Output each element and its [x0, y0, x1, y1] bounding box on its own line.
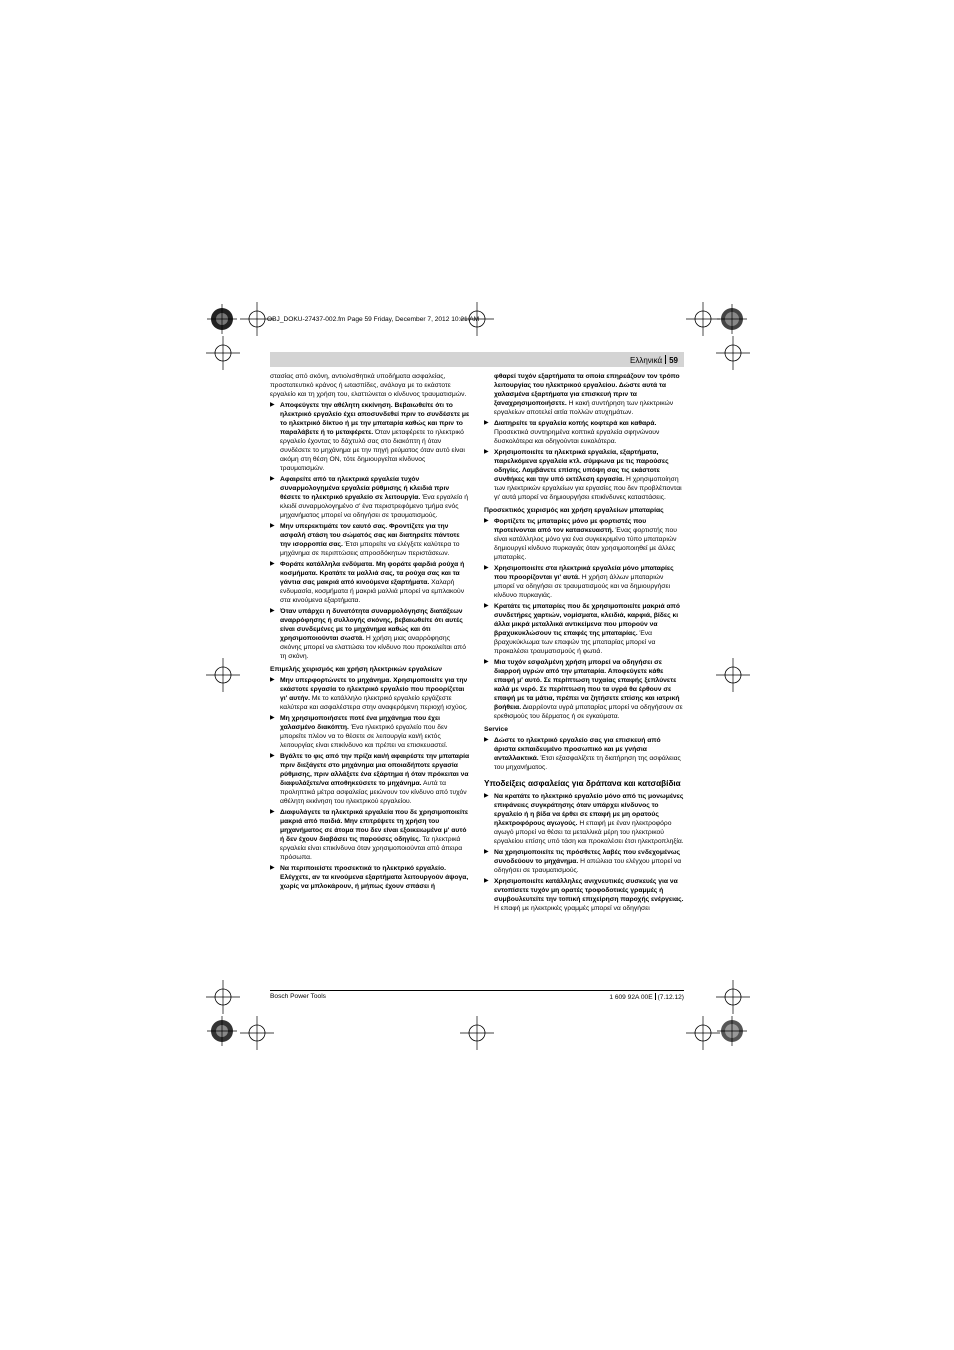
- section-heading: Επιμελής χειρισμός και χρήση ηλεκτρικών εργαλείων: [270, 666, 443, 673]
- bullet-bold-text: Χρησιμοποιείτε τα ηλεκτρικά εργαλεία, εξαρτήματα, παρελκόμενα εργαλεία κτλ. σύμφωνα με τις παρούσες οδηγίες. Λαμβάνετε επίσης υπόψη σας τις εκάστοτε συνθήκες και την υπό εκτέλεση εργασία.: [494, 449, 669, 483]
- bullet-arrow-icon: ▶: [484, 793, 489, 799]
- bullet-text: Η κακή συντήρηση των ηλεκτρικών εργαλείων αποτελεί αιτία πολλών ατυχημάτων.: [494, 400, 674, 416]
- bullet-bold-text: Φοράτε κατάλληλα ενδύματα. Μη φοράτε φαρδιά ρούχα ή κοσμήματα. Κρατάτε τα μαλλιά σας, τα ρούχα σας και τα γάντια σας μακριά από κινούμενα εξαρτήματα.: [280, 561, 465, 586]
- bullet-item: [484, 877, 684, 913]
- bullet-bold-text: Αποφεύγετε την αθέλητη εκκίνηση. Βεβαιωθείτε ότι το ηλεκτρικό εργαλείο έχει αποσυνδεθεί πριν το συνδέσετε με το ηλεκτρικό δίκτυο ή με την μπαταρία καθώς και πριν το παραλάβετε ή το μεταφέρετε.: [280, 402, 470, 436]
- bullet-arrow-icon: ▶: [484, 659, 489, 665]
- bullet-arrow-icon: ▶: [270, 523, 275, 529]
- bullet-arrow-icon: ▶: [484, 878, 489, 884]
- bullet-item: [484, 602, 684, 656]
- bullet-bold-text: Να περιποιείστε προσεκτικά το ηλεκτρικό εργαλείο. Ελέγχετε, αν τα κινούμενα εξαρτήματα λειτουργούν άψογα, χωρίς να μπλοκάρουν, ή μήπως έχουν σπάσει ή: [280, 865, 469, 890]
- bullet-bold-text: Όταν υπάρχει η δυνατότητα συναρμολόγησης διατάξεων αναρρόφησης ή συλλογής σκόνης, βεβαιωθείτε ότι αυτές είναι συνδεμένες με το μηχάνημα καθώς και ότι χρησιμοποιούνται σωστά.: [280, 608, 463, 642]
- bullet-text: Η χρησιμοποίηση των ηλεκτρικών εργαλείων για εργασίες που δεν προβλέπονται γι' αυτά μπορεί να δημιουργήσει επικίνδυνες καταστάσεις.: [494, 476, 682, 501]
- footer-separator: [655, 993, 656, 1000]
- crosshair-icon: [240, 1016, 274, 1050]
- bullet-bold-text: Μη χρησιμοποιήσετε ποτέ ένα μηχάνημα που έχει χαλασμένο διακόπτη.: [280, 715, 441, 731]
- bullet-arrow-icon: ▶: [270, 402, 275, 408]
- footer-brand: Bosch Power Tools: [270, 993, 326, 1000]
- bullet-item: [484, 372, 684, 417]
- crosshair-icon: [686, 302, 720, 336]
- bullet-arrow-icon: ▶: [484, 849, 489, 855]
- bullet-item: [484, 658, 684, 721]
- bullet-text: Διαρρέοντα υγρά μπαταρίας μπορεί να οδηγήσουν σε ερεθισμούς του δέρματος ή σε εγκαύματα.: [494, 704, 683, 720]
- bullet-item: [484, 517, 684, 562]
- bullet-item: [484, 448, 684, 502]
- bullet-text: Ένα ηλεκτρικό εργαλείο που δεν μπορείτε πλέον να το θέσετε σε λειτουργία και/ή εκτός λειτουργίας είναι επικίνδυνο και πρέπει να επισκευαστεί.: [280, 724, 448, 749]
- crosshair-icon: [206, 658, 240, 692]
- crosshair-icon: [686, 1016, 720, 1050]
- bullet-item: [270, 864, 470, 891]
- language-label: Ελληνικά: [630, 356, 663, 365]
- bullet-item: [484, 419, 684, 446]
- crosshair-icon: [240, 302, 274, 336]
- right-column: [484, 372, 684, 915]
- bullet-item: [270, 560, 470, 605]
- bullet-text: Αυτά τα προληπτικά μέτρα ασφαλείας μειώνουν τον κίνδυνο από τυχόν αθέλητη εκκίνηση του ηλεκτρικού εργαλείου.: [280, 780, 467, 805]
- bullet-text: Η απώλεια του ελέγχου μπορεί να οδηγήσει σε τραυματισμούς.: [494, 858, 682, 874]
- bullet-bold-text: Διατηρείτε τα εργαλεία κοπής κοφτερά και καθαρά.: [494, 420, 657, 427]
- bullet-text: Χαλαρή ενδυμασία, κοσμήματα ή μακριά μαλλιά μπορεί να εμπλακούν στα κινούμενα εξαρτήματα.: [280, 579, 465, 604]
- crosshair-icon: [206, 980, 240, 1014]
- bullet-arrow-icon: ▶: [270, 809, 275, 815]
- bullet-arrow-icon: ▶: [484, 420, 489, 426]
- bullet-arrow-icon: ▶: [484, 603, 489, 609]
- registration-mark-icon: [207, 1016, 237, 1046]
- bullet-item: [270, 401, 470, 473]
- bullet-item: [270, 522, 470, 558]
- crosshair-icon: [716, 980, 750, 1014]
- bullet-arrow-icon: ▶: [270, 476, 275, 482]
- bullet-text: Έτσι μπορείτε να ελέγξετε καλύτερα το μηχάνημα σε περιπτώσεις απροσδόκητων περιστάσεων.: [280, 541, 460, 557]
- bullet-bold-text: Μην υπερφορτώνετε το μηχάνημα. Χρησιμοποιείτε για την εκάστοτε εργασία το ηλεκτρικό εργαλείο που προορίζεται γι' αυτήν.: [280, 677, 468, 702]
- bullet-arrow-icon: ▶: [484, 565, 489, 571]
- bullet-text: Προσεκτικά συντηρημένα κοπτικά εργαλεία σφηνώνουν δυσκολότερα και οδηγούνται ευκολότερα.: [494, 429, 660, 445]
- left-column: [270, 372, 470, 893]
- bullet-arrow-icon: ▶: [270, 561, 275, 567]
- doc-number: 1 609 92A 00E: [609, 994, 653, 1001]
- bullet-text: Με το κατάλληλο ηλεκτρικό εργαλείο εργάζεστε καλύτερα και ασφαλέστερα στην αναφερόμενη περιοχή ισχύος.: [280, 695, 468, 711]
- bullet-item: [270, 808, 470, 862]
- footer-rule: [270, 990, 684, 991]
- bullet-text: Ένας φορτιστής που είναι κατάλληλος μόνο για ένα συγκεκριμένο τύπο μπαταριών δημιουργεί κίνδυνο πυρκαγιάς όταν χρησιμοποιηθεί με άλλες μπαταρίες.: [494, 527, 677, 561]
- bullet-arrow-icon: ▶: [270, 753, 275, 759]
- bullet-text: Ένα βραχυκύκλωμα των επαφών της μπαταρίας μπορεί να προκαλέσει τραυματισμούς ή φωτιά.: [494, 630, 656, 655]
- page-header: [630, 355, 678, 365]
- page-header-tab: [270, 352, 684, 367]
- bullet-arrow-icon: ▶: [270, 677, 275, 683]
- section-heading: Υποδείξεις ασφαλείας για δράπανα και κατσαβίδια: [484, 779, 681, 788]
- bullet-text: Η επαφή με έναν ηλεκτροφόρο αγωγό μπορεί να θέσει τα μεταλλικά μέρη του ηλεκτρικού εργαλείου επίσης υπό τάση και προκαλέσει έτσι ηλεκτροπληξία.: [494, 820, 684, 845]
- section-heading: Προσεκτικός χειρισμός και χρήση εργαλείων μπαταρίας: [484, 507, 664, 514]
- bullet-text: Ένα εργαλείο ή κλειδί συναρμολογημένο σ' ένα περιστρεφόμενο τμήμα ενός μηχανήματος μπορεί να οδηγήσει σε τραυματισμούς.: [280, 494, 468, 519]
- bullet-bold-text: Μια τυχόν εσφαλμένη χρήση μπορεί να οδηγήσει σε διαρροή υγρών από την μπαταρία. Αποφεύγετε κάθε επαφή μ' αυτό. Σε περίπτωση τυχαίας επαφής ξεπλύνετε καλά με νερό. Σε περίπτωση που τα υγρά θα έρθουν σε επαφή με τα μάτια, πρέπει να ζητήσετε επίσης και ιατρική βοήθεια.: [494, 659, 680, 711]
- bullet-bold-text: φθαρεί τυχόν εξαρτήματα τα οποία επηρεάζουν τον τρόπο λειτουργίας του ηλεκτρικού εργαλείου. Δώστε αυτά τα χαλασμένα εξαρτήματα για επισκευή πριν τα ξαναχρησιμοποιήσετε.: [494, 373, 680, 407]
- bullet-text: Η επαφή με ηλεκτρικές γραμμές μπορεί να οδηγήσει: [494, 905, 650, 912]
- registration-mark-icon: [207, 304, 237, 334]
- bullet-text: Τα ηλεκτρικά εργαλεία είναι επικίνδυνα όταν χρησιμοποιούνται από άπειρα πρόσωπα.: [280, 836, 463, 861]
- bullet-text: Όταν μεταφέρετε το ηλεκτρικό εργαλείο έχοντας το δάχτυλό σας στο διακόπτη ή όταν συνδέσετε το μηχάνημα με την πηγή ρεύματος όταν αυτό είναι ακόμη στη θέση ON, τότε δημιουργείται κίνδυνος τραυματισμών.: [280, 429, 465, 472]
- bullet-item: [270, 676, 470, 712]
- bullet-bold-text: Να χρησιμοποιείτε τις πρόσθετες λαβές που ενδεχομένως συνοδεύουν το μηχάνημα.: [494, 849, 681, 865]
- print-header: OBJ_DOKU-27437-002.fm Page 59 Friday, December 7, 2012 10:21 AM: [267, 316, 480, 323]
- bullet-arrow-icon: ▶: [270, 865, 275, 871]
- bullet-bold-text: Μην υπερεκτιμάτε τον εαυτό σας. Φροντίζετε για την ασφαλή στάση του σώματός σας και διατηρείτε πάντοτε την ισορροπία σας.: [280, 523, 460, 548]
- bullet-item: [270, 752, 470, 806]
- bullet-bold-text: Να κρατάτε το ηλεκτρικό εργαλείο μόνο από τις μονωμένες επιφάνειες συγκράτησης όταν υπάρχει κίνδυνος το εργαλείο ή η βίδα να έρθει σε επαφή με μη ορατούς ηλεκτροφόρους αγωγούς.: [494, 793, 684, 827]
- bullet-bold-text: Κρατάτε τις μπαταρίες που δε χρησιμοποιείτε μακριά από συνδετήρες χαρτιών, νομίσματα, κλειδιά, καρφιά, βίδες κι άλλα μικρά μεταλλικά αντικείμενα που μπορούν να βραχυκυκλώσουν τις επαφές της μπαταρίας.: [494, 603, 680, 637]
- bullet-arrow-icon: ▶: [484, 737, 489, 743]
- section-heading: Service: [484, 726, 509, 733]
- bullet-bold-text: Βγάλτε το φις από την πρίζα και/ή αφαιρέστε την μπαταρία πριν διεξάγετε στο μηχάνημα μια οποιαδήποτε εργασία ρύθμισης, πριν αλλάξετε ένα εξάρτημα ή όταν πρόκειται να διαφυλάξετε/να αποθηκεύσετε το μηχάνημα.: [280, 753, 470, 787]
- bullet-item: [270, 714, 470, 750]
- bullet-arrow-icon: ▶: [484, 449, 489, 455]
- page-number: 59: [669, 356, 678, 365]
- bullet-text: Η χρήση μιας αναρρόφησης σκόνης μπορεί να ελαττώσει τον κίνδυνο που προκαλείται από τη σκόνη.: [280, 635, 466, 660]
- bullet-arrow-icon: ▶: [270, 608, 275, 614]
- bullet-item: [484, 736, 684, 772]
- header-separator: [665, 355, 666, 364]
- bullet-item: [270, 607, 470, 661]
- registration-mark-icon: [717, 304, 747, 334]
- crosshair-icon: [716, 336, 750, 370]
- bullet-item: [484, 564, 684, 600]
- bullet-bold-text: Δώστε το ηλεκτρικό εργαλείο σας για επισκευή από άριστα εκπαιδευμένο προσωπικό και με γνήσια ανταλλακτικά.: [494, 737, 661, 762]
- bullet-bold-text: Διαφυλάγετε τα ηλεκτρικά εργαλεία που δε χρησιμοποιείτε μακριά από παιδιά. Μην επιτρέψετε τη χρήση του μηχανήματος σε άτομα που δεν είναι εξοικειωμένα μ' αυτό ή δεν έχουν διαβάσει τις παρούσες οδηγίες.: [280, 809, 469, 843]
- bullet-bold-text: Φορτίζετε τις μπαταρίες μόνο με φορτιστές που προτείνονται από τον κατασκευαστή.: [494, 518, 647, 534]
- crosshair-icon: [460, 302, 494, 336]
- registration-mark-icon: [717, 1016, 747, 1046]
- bullet-bold-text: Χρησιμοποιείτε κατάλληλες ανιχνευτικές συσκευές για να εντοπίσετε τυχόν μη ορατές τροφοδοτικές γραμμές ή συμβουλευτείτε την τοπική επιχείρηση παροχής ενέργειας.: [494, 878, 684, 903]
- footer-doc-info: [604, 993, 684, 1001]
- bullet-item: [484, 848, 684, 875]
- bullet-arrow-icon: ▶: [484, 518, 489, 524]
- doc-date: (7.12.12): [657, 994, 684, 1001]
- bullet-text: Έτσι εξασφαλίζετε τη διατήρηση της ασφάλειας του μηχανήματος.: [494, 755, 681, 771]
- crosshair-icon: [716, 658, 750, 692]
- bullet-item: [484, 792, 684, 846]
- bullet-bold-text: Χρησιμοποιείτε στα ηλεκτρικά εργαλεία μόνο μπαταρίες που προορίζονται γι' αυτά.: [494, 565, 674, 581]
- paragraph: στασίας από σκόνη, αντιολισθητικά υποδήματα ασφαλείας, προστατευτικό κράνος ή ωτασπίδες, ανάλογα με το εκάστοτε εργαλείο και τη χρήση του, ελαττώνεται ο κίνδυνος τραυματισμών.: [270, 373, 467, 398]
- bullet-item: [270, 475, 470, 520]
- bullet-text: Η χρήση άλλων μπαταριών μπορεί να οδηγήσει σε τραυματισμούς και να δημιουργήσει κίνδυνο πυρκαγιάς.: [494, 574, 670, 599]
- crosshair-icon: [460, 1016, 494, 1050]
- bullet-arrow-icon: ▶: [270, 715, 275, 721]
- crosshair-icon: [206, 336, 240, 370]
- bullet-bold-text: Αφαιρείτε από τα ηλεκτρικά εργαλεία τυχόν συναρμολογημένα εργαλεία ρύθμισης ή κλειδιά πριν θέσετε το ηλεκτρικό εργαλείο σε λειτουργία.: [280, 476, 450, 501]
